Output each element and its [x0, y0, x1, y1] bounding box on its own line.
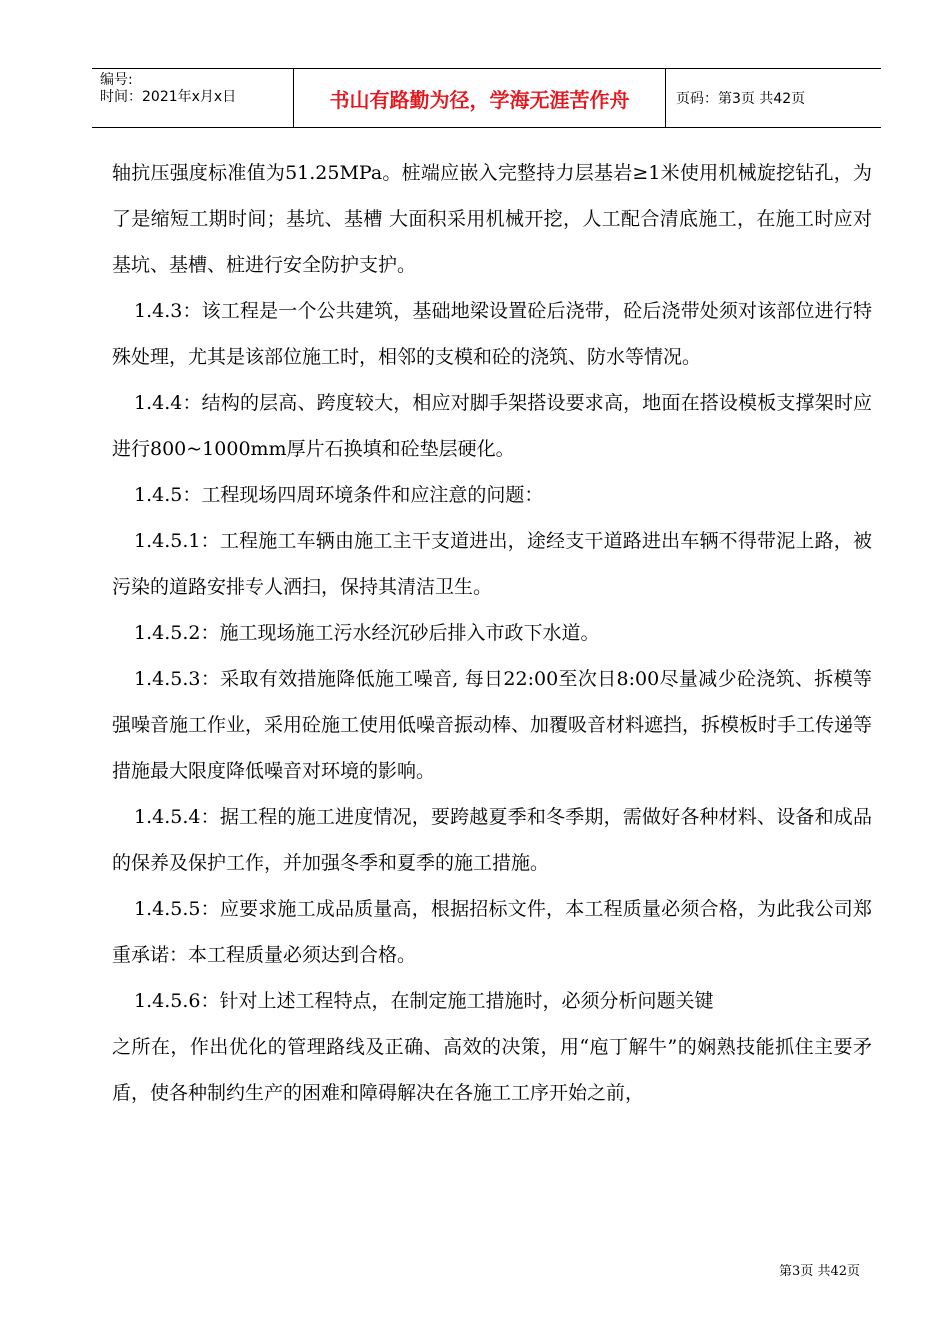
paragraph: 1.4.3：该工程是一个公共建筑，基础地梁设置砼后浇带，砼后浇带处须对该部位进行特殊处理，尤其是该部位施工时，相邻的支模和砼的浇筑、防水等情况。 [112, 300, 872, 368]
page-header [92, 68, 881, 128]
page-footer: 第3页 共42页 [779, 1264, 860, 1279]
paragraph: 1.4.5.6：针对上述工程特点，在制定施工措施时，必须分析问题关键 [134, 990, 714, 1012]
paragraph: 1.4.5.3：采取有效措施降低施工噪音, 每日22:00至次日8:00尽量减少砼浇筑、拆模等强噪音施工作业，采用砼施工使用低噪音振动棒、加覆吸音材料遮挡，拆模板时手工传递等措施最大限度降低噪音对环境的影响。 [112, 668, 873, 782]
document-number-label: 编号: [100, 72, 133, 88]
header-page-number: 页码：第3页 共42页 [676, 91, 806, 107]
paragraph: 之所在，作出优化的管理路线及正确、高效的决策，用“庖丁解牛”的娴熟技能抓住主要矛盾，使各种制约生产的困难和障碍解决在各施工工序开始之前， [112, 1036, 872, 1104]
paragraph: 1.4.5.2：施工现场施工污水经沉砂后排入市政下水道。 [134, 622, 600, 644]
paragraph: 轴抗压强度标准值为51.25MPa。桩端应嵌入完整持力层基岩≥1米使用机械旋挖钻孔，为了是缩短工期时间；基坑、基槽 大面积采用机械开挖，人工配合清底施工，在施工时应对基坑、基槽、桩进行安全防护支护。 [112, 162, 872, 276]
paragraph: 1.4.5.4：据工程的施工进度情况，要跨越夏季和冬季期，需做好各种材料、设备和成品的保养及保护工作，并加强冬季和夏季的施工措施。 [112, 806, 872, 874]
paragraph: 1.4.5：工程现场四周环境条件和应注意的问题： [134, 484, 544, 506]
paragraph: 1.4.5.5：应要求施工成品质量高，根据招标文件，本工程质量必须合格，为此我公司郑重承诺：本工程质量必须达到合格。 [112, 898, 872, 966]
paragraph: 1.4.5.1：工程施工车辆由施工主干支道进出，途经支干道路进出车辆不得带泥上路，被污染的道路安排专人洒扫，保持其清洁卫生。 [112, 530, 872, 598]
paragraph: 1.4.4：结构的层高、跨度较大，相应对脚手架搭设要求高，地面在搭设模板支撑架时应进行800~1000mm厚片石换填和砼垫层硬化。 [112, 392, 872, 460]
document-time-label: 时间：2021年x月x日 [100, 89, 237, 105]
header-motto: 书山有路勤为径，学海无涯苦作舟 [294, 69, 666, 127]
header-meta [92, 69, 294, 127]
document-body [112, 150, 872, 1116]
